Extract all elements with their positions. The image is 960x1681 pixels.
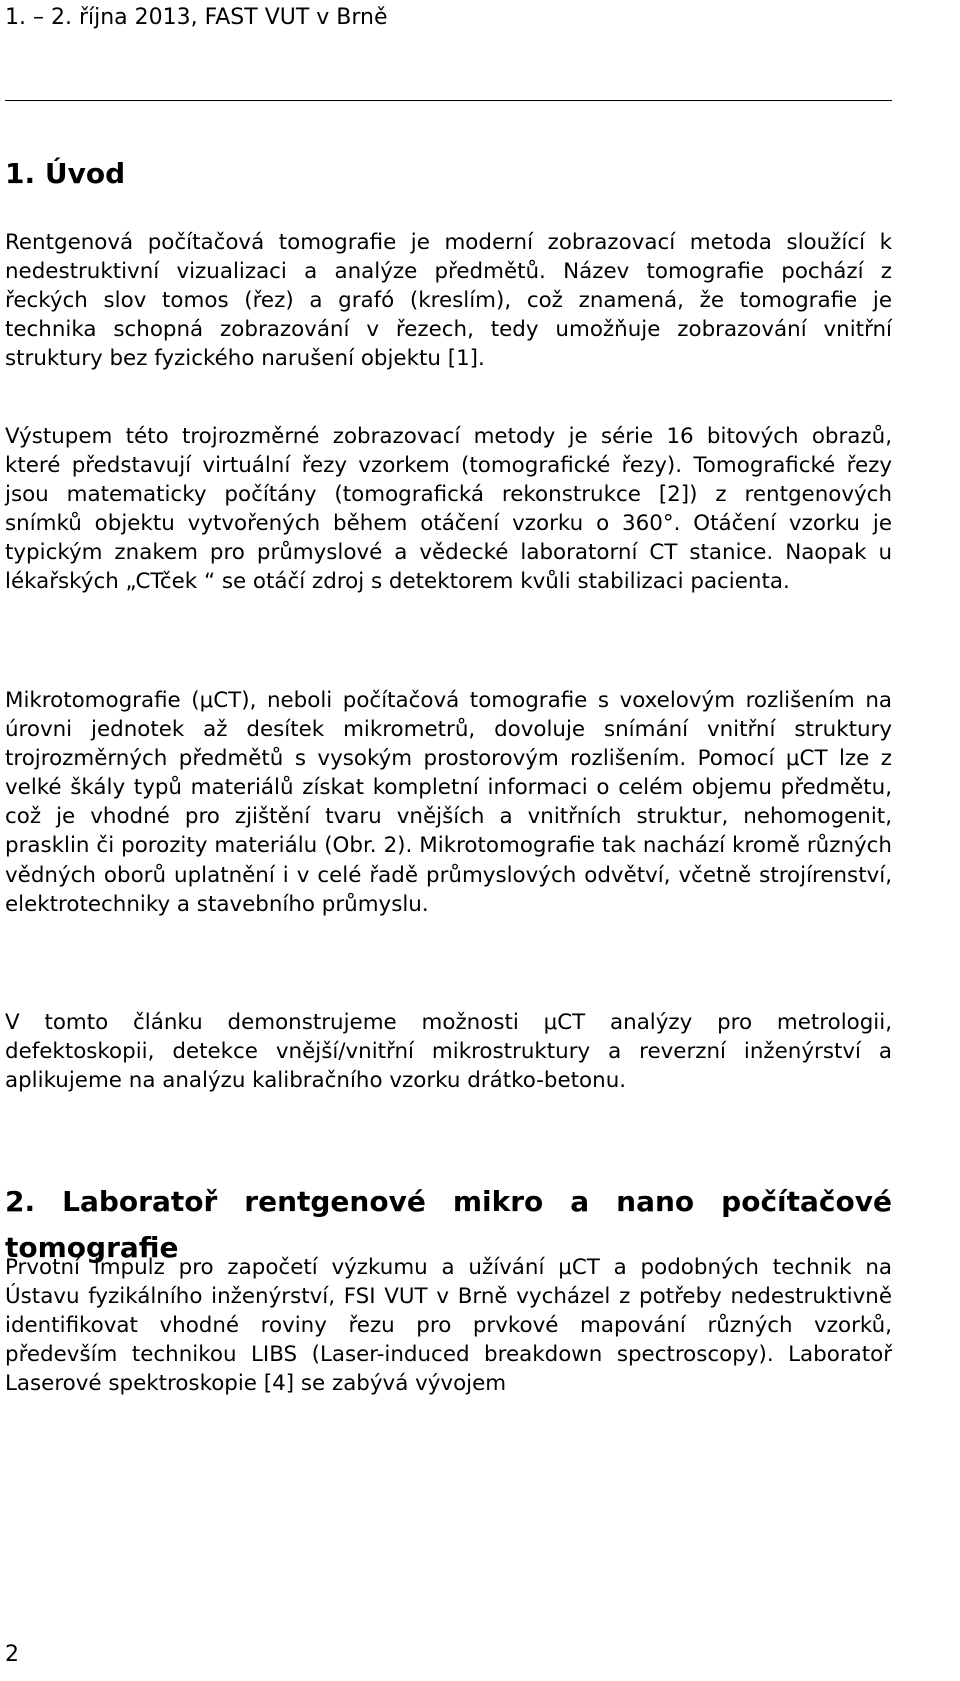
section-heading-laboratory: 2. Laboratoř rentgenové mikro a nano počítačové tomografie bbox=[5, 1185, 892, 1264]
paragraph-intro-4: V tomto článku demonstrujeme možnosti μCT analýzy pro metrologii, defektoskopii, detekce vnější/vnitřní mikrostruktury a reverzní inženýrství a aplikujeme na analýzu kalibračního vzorku drátko-betonu. bbox=[5, 1010, 892, 1094]
section-heading-intro: 1. Úvod bbox=[5, 157, 126, 190]
page-number: 2 bbox=[5, 1642, 19, 1667]
paragraph-intro-2: Výstupem této trojrozměrné zobrazovací metody je série 16 bitových obrazů, které představují virtuální řezy vzorkem (tomografické řezy). Tomografické řezy jsou matematicky počítány (tomografická rekonstrukce [2]) z rentgenových snímků objektu vytvořených během otáčení vzorku o 360°. Otáčení vzorku je typickým znakem pro průmyslové a vědecké laboratorní CT stanice. Naopak u lékařských „CTček “ se otáčí zdroj s detektorem kvůli stabilizaci pacienta. bbox=[5, 424, 892, 595]
paragraph-intro-1: Rentgenová počítačová tomografie je moderní zobrazovací metoda sloužící k nedestruktivní vizualizaci a analýze předmětů. Název tomografie pochází z řeckých slov tomos (řez) a grafó (kreslím), což znamená, že tomografie je technika schopná zobrazování v řezech, tedy umožňuje zobrazování vnitřní struktury bez fyzického narušení objektu [1]. bbox=[5, 230, 892, 372]
header-divider bbox=[5, 100, 892, 101]
paragraph-laboratory-1: Prvotní impulz pro započetí výzkumu a užívání μCT a podobných technik na Ústavu fyzikálního inženýrství, FSI VUT v Brně vycházel z potřeby nedestruktivně identifikovat vhodné roviny řezu pro prvkové mapování různých vzorků, především technikou LIBS (Laser-induced breakdown spectroscopy). Laboratoř Laserové spektroskopie [4] se zabývá vývojem bbox=[5, 1255, 892, 1397]
paragraph-intro-3: Mikrotomografie (μCT), neboli počítačová tomografie s voxelovým rozlišením na úrovni jednotek až desítek mikrometrů, dovoluje snímání vnitřní struktury trojrozměrných předmětů s vysokým prostorovým rozlišením. Pomocí μCT lze z velké škály typů materiálů získat kompletní informaci o celém objemu předmětu, což je vhodné pro zjištění tvaru vnějších a vnitřních struktur, nehomogenit, prasklin či porozity materiálu (Obr. 2). Mikrotomografie tak nachází kromě různých vědných oborů uplatnění i v celé řadě průmyslových odvětví, včetně strojírenství, elektrotechniky a stavebního průmyslu. bbox=[5, 688, 892, 917]
running-header: 1. – 2. října 2013, FAST VUT v Brně bbox=[5, 5, 388, 30]
